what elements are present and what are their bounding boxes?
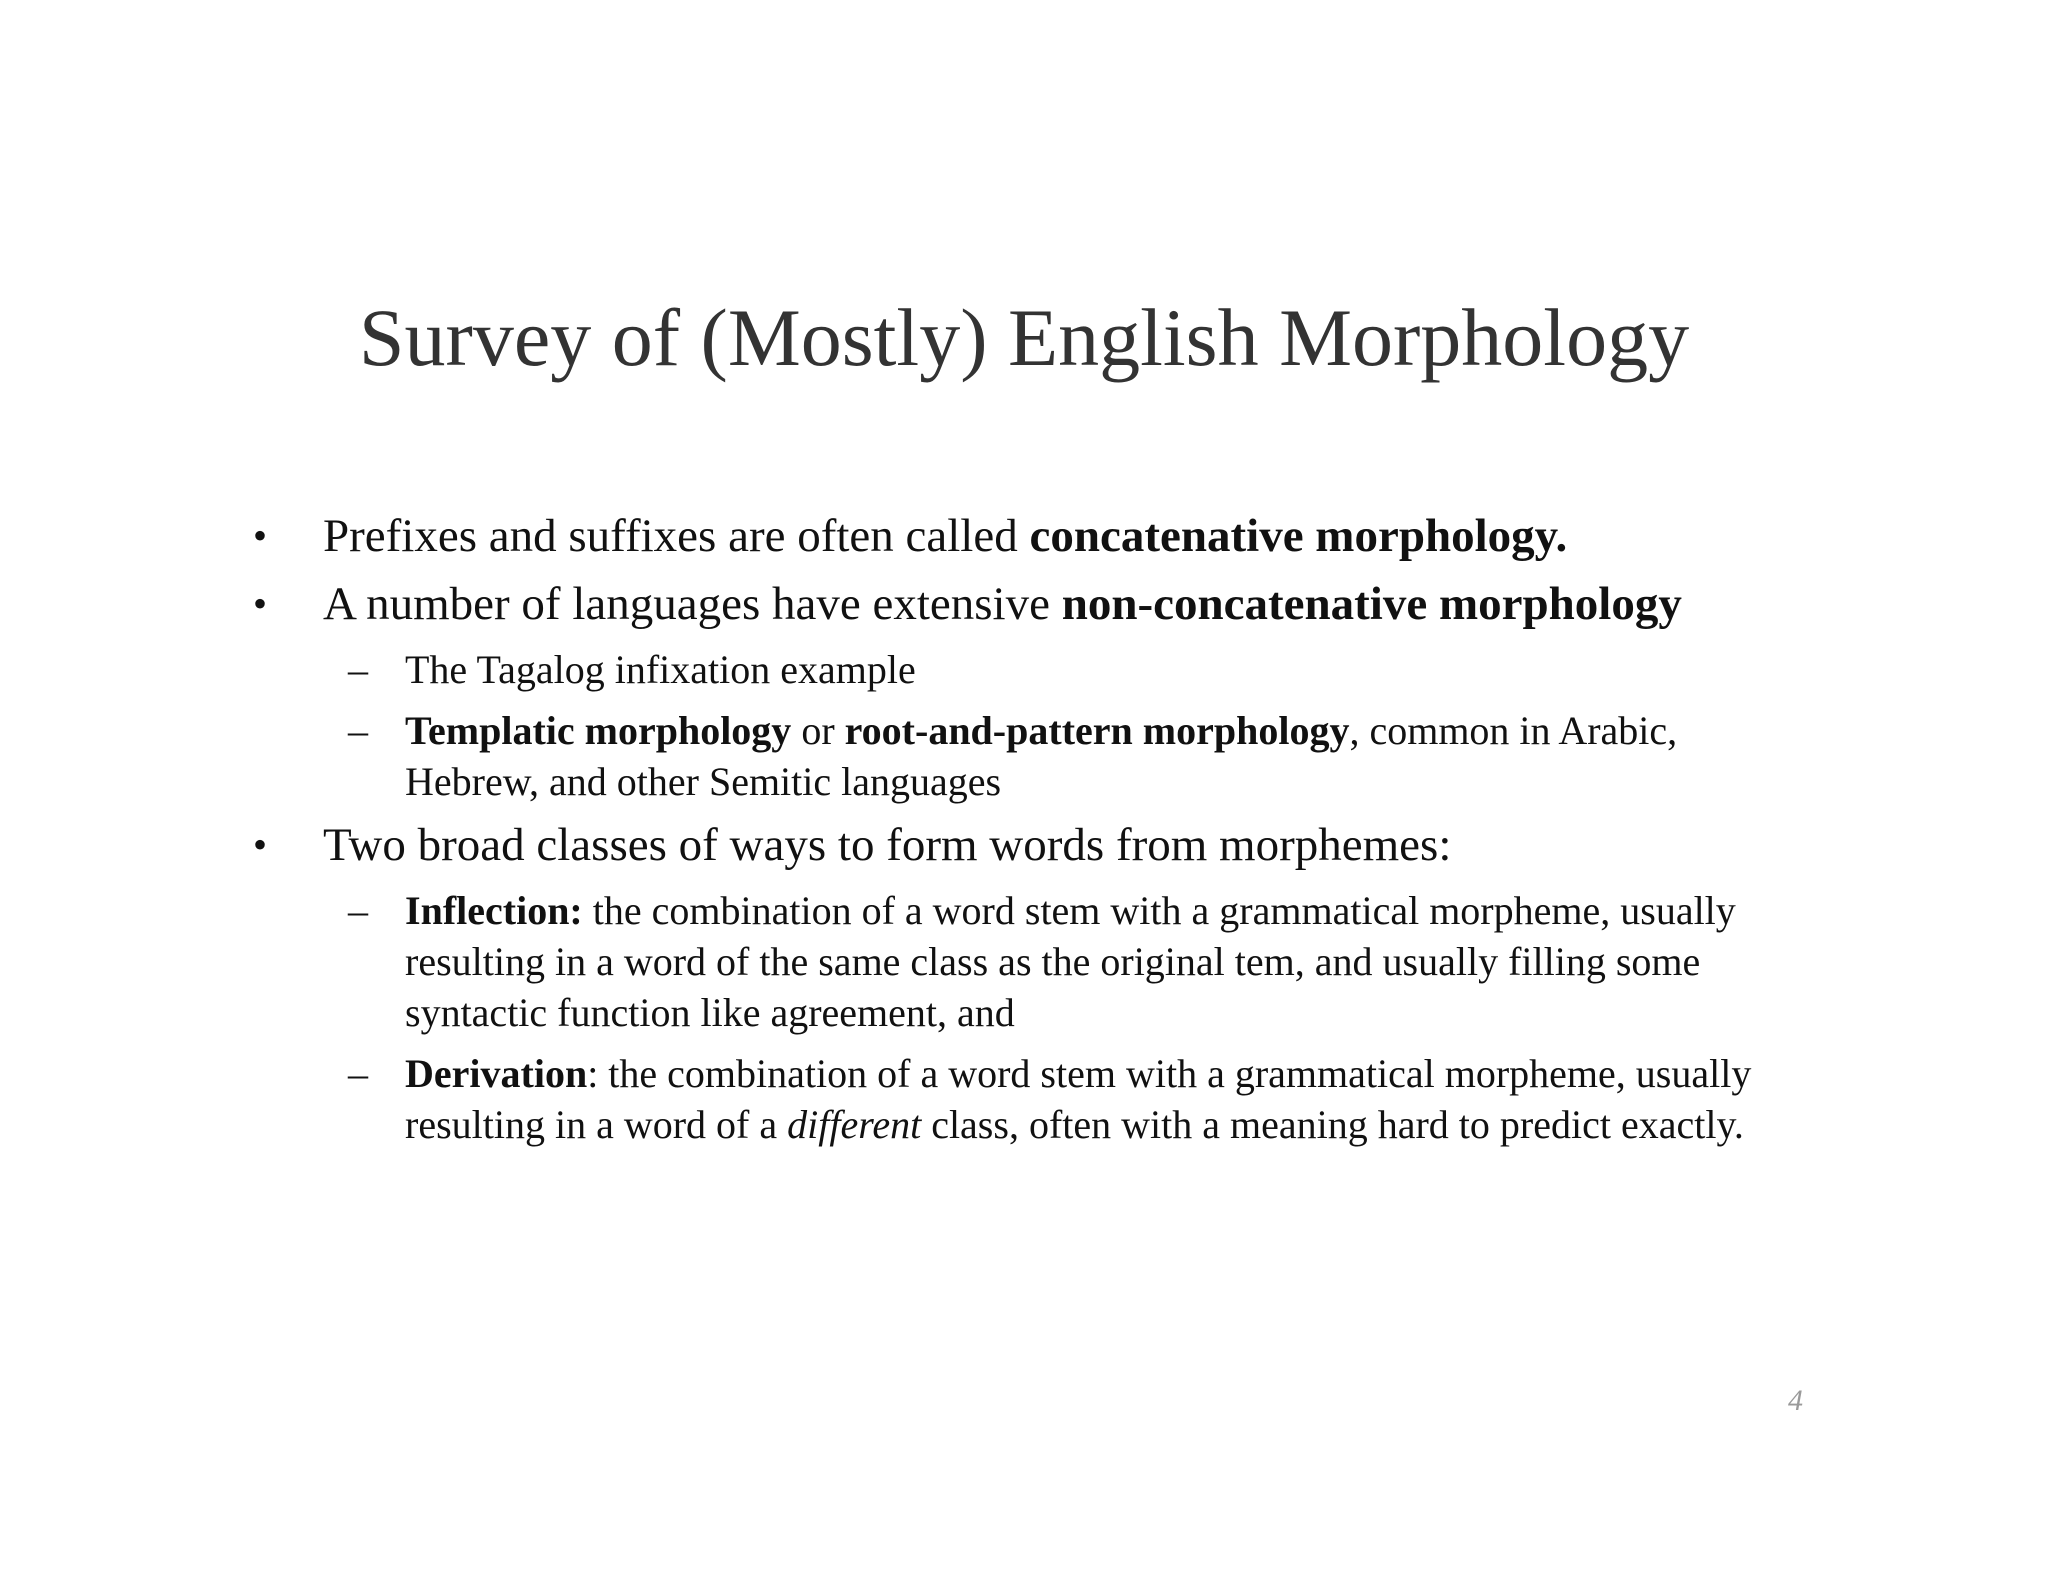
page-number: 4 (1788, 1384, 1803, 1417)
dash-icon: – (348, 647, 368, 692)
sub-item-templatic (253, 705, 1813, 807)
sub-item-text: , common in Arabic, Hebrew, and other Semitic languages (405, 708, 1678, 804)
sub-item-text: or (791, 708, 845, 753)
sub-item-text: class, often with a meaning hard to predict exactly. (921, 1102, 1744, 1147)
bullet-bold-term: concatenative morphology. (1029, 510, 1568, 562)
sub-item-text: : the combination of a word stem with a grammatical morpheme, usually resulting in a word of a (405, 1051, 1752, 1147)
bullet-item-non-concatenative (253, 576, 1813, 632)
bullet-icon: • (253, 581, 268, 626)
dash-icon: – (348, 1051, 368, 1096)
sub-item-bold-term: root-and-pattern morphology (844, 708, 1350, 753)
bullet-text: A number of languages have extensive (323, 578, 1062, 630)
sub-item-derivation (253, 1048, 1813, 1150)
slide-title: Survey of (Mostly) English Morphology (358, 292, 1690, 383)
bullet-bold-term: non-concatenative morphology (1061, 578, 1682, 630)
sub-item-bold-term: Inflection: (405, 888, 583, 933)
bullet-item-two-classes (253, 817, 1813, 873)
sub-item-inflection (253, 885, 1813, 1038)
sub-item-text: The Tagalog infixation example (405, 647, 916, 692)
sub-item-italic-term: different (787, 1102, 922, 1147)
bullet-text: Two broad classes of ways to form words from morphemes: (323, 819, 1452, 871)
bullet-item-concatenative (253, 508, 1813, 564)
bullet-icon: • (253, 513, 268, 558)
dash-icon: – (348, 708, 368, 753)
bullet-icon: • (253, 822, 268, 867)
sub-item-bold-term: Derivation (405, 1051, 588, 1096)
dash-icon: – (348, 888, 368, 933)
sub-item-text: the combination of a word stem with a grammatical morpheme, usually resulting in a word of the same class as the original tem, and usually filling some syntactic function like agreement, and (405, 888, 1736, 1035)
sub-item-tagalog (253, 644, 1813, 695)
sub-item-bold-term: Templatic morphology (405, 708, 792, 753)
bullet-text: Prefixes and suffixes are often called (323, 510, 1030, 562)
bullet-list (253, 508, 1813, 1160)
